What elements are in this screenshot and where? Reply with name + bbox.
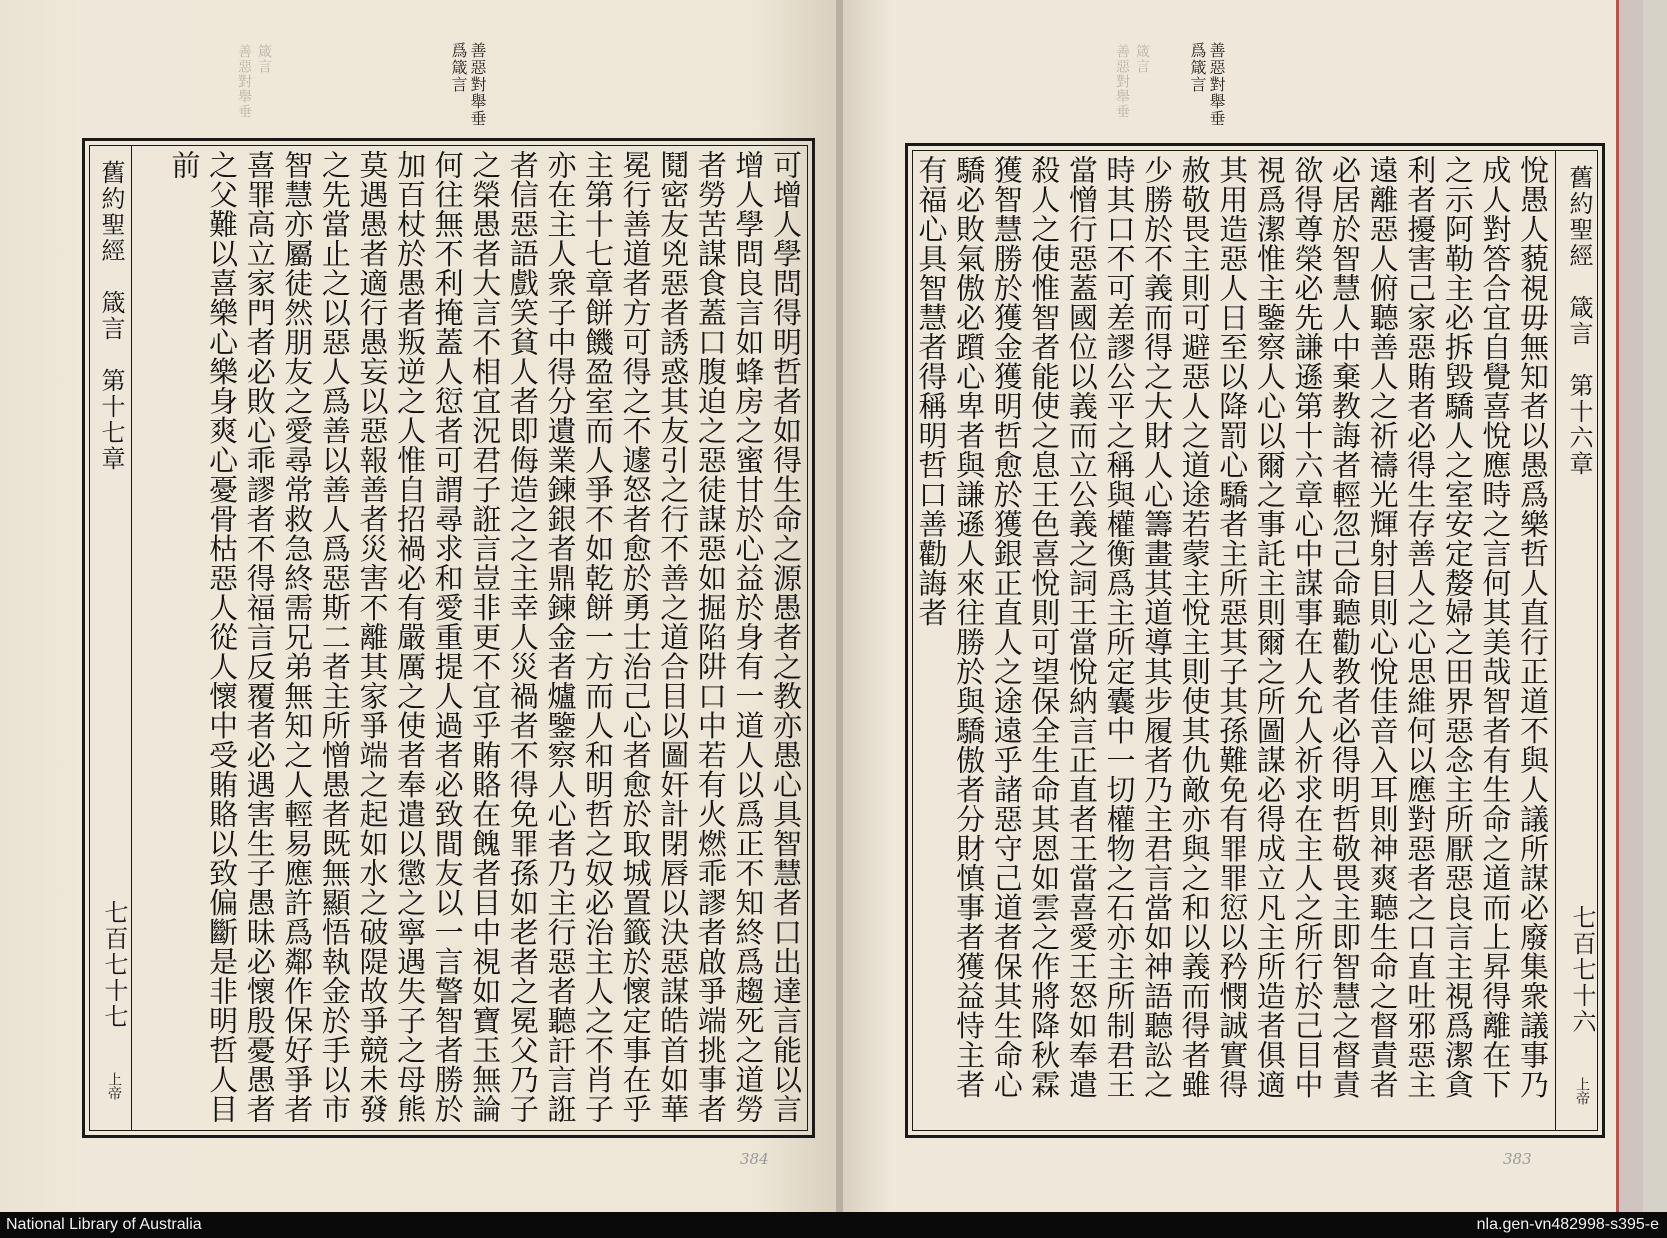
right-page <box>843 0 1643 1212</box>
right-page-mark: 上帝 <box>1574 1077 1590 1105</box>
left-running-head-2: 爲箴言 <box>449 42 468 93</box>
right-page-number: 七百七十六 <box>1568 905 1596 1035</box>
left-book-title: 舊約聖經 箴言 第十七章 <box>97 160 125 472</box>
right-book-title: 舊約聖經 箴言 第十六章 <box>1565 165 1593 477</box>
left-page <box>0 0 840 1212</box>
footer-identifier: nla.gen-vn482998-s395-e <box>1476 1216 1659 1233</box>
right-ghost-text-2: 善惡對舉垂 <box>1114 44 1130 119</box>
right-ghost-text-1: 箴言 <box>1134 44 1150 74</box>
footer-bar <box>0 1212 1667 1238</box>
red-page-edge <box>1616 0 1643 1212</box>
right-side-rule <box>1555 151 1556 1130</box>
left-body-text: 可增人學問得明哲者如得生命之源愚者之教亦愚心具智慧者口出達言能以言增人學問良言如蜂房之蜜甘於心益於身有一道人以爲正不知終爲趨死之道勞者勞苦謀食蓋口腹迫之惡徒謀惡如掘陷阱口中若有火燃乖謬者啟爭端挑事者鬩密友兇惡者誘惑其友引之行不善之道合目以圖奸計閉唇以決惡謀皓首如華冕行善道者方可得之不遽怒者愈於勇士治己心者愈於取城置籤於懷定事在乎主第十七章餅饑盈室而人爭不如乾餅一方而人和明哲之奴必治主人之不肖子亦在主人衆子中得分遺業鍊銀者鼎鍊金者爐鑒察人心者乃主行惡者聽訐言誑者信惡語戲笑貧人者即侮造之之主幸人災禍者不得免罪孫如老者之冕父乃子之榮愚者大言不相宜況君子誑言豈非更不宜乎賄賂在餽者目中視如寶玉無論何往無不利掩蓋人愆者可謂尋求和愛重提人過者必致間友以一言警智者勝於加百杖於愚者叛逆之人惟自招禍必有嚴厲之使者奉遣以懲之寧遇失子之母熊莫遇愚者適行愚妄以惡報善者災害不離其家爭端之起如水之破隄故爭競未發之先當止之以惡人爲善以善人爲惡斯二者主所憎愚者既無顯悟執金於手以市智慧亦屬徒然朋友之愛尋常救急終需兄弟無知之人輕易應許爲鄰作保好爭者喜罪高立家門者必敗心乖謬者不得福言反覆者必遇害生子愚昧必懷殷憂愚者之父難以喜樂心樂身爽心憂骨枯惡人從人懷中受賄賂以致偏斷是非明哲人目前 <box>167 150 803 1124</box>
left-page-mark: 上帝 <box>106 1072 122 1100</box>
left-ghost-text-1: 箴言 <box>256 44 272 74</box>
left-ghost-text-2: 善惡對舉垂 <box>236 44 252 119</box>
right-body-text: 悅愚人藐視毋無知者以愚爲樂哲人直行正道不與人議所謀必廢集衆議事乃成人對答合宜自覺喜悅應時之言何其美哉智者有生命之道而上昇得離在下之示阿勒主必拆毀驕人之室安定嫠婦之田界惡念主所厭惡良言主視爲潔貪利者擾害己家惡賄者必得生存善人之心思維何以應對惡者之口直吐邪惡主遠離惡人俯聽善人之祈禱光輝射目則心悅佳音入耳則神爽聽生命之督責者必居於智慧人中棄教誨者輕忽己命聽勸教者必得明哲敬畏主即智慧之督責欲得尊榮必先謙遜第十六章心中謀事在人允人祈求在主人之所行於己目中視爲潔惟主鑒察人心以爾之事託主則爾之所圖謀必得成立凡主所造者俱適其用造惡人日至以降罰心驕者主所惡其子其孫難免有罪罪愆以矜憫誠實得赦敬畏主則可避惡人之道途若蒙主悅主則使其仇敵亦與之和以義而得者雖少勝於不義而得之大財人心籌畫其道導其步履者乃主君言當如神語聽訟之時其口不可差謬公平之稱與權衡爲主所定囊中一切權物之石亦主所制君王當憎行惡蓋國位以義而立公義之詞王當悅納言正直者王當喜愛王怒如奉遣殺人之使惟智者能使之息王色喜悅則可望保全生命其恩如雲之作將降秋霖獲智慧勝於獲金獲明哲愈於獲銀正直人之途遠乎諸惡守己道者保其生命心驕必敗氣傲必躓心卑者與謙遜人來往勝於與驕傲者分財慎事者獲益恃主者有福心具智慧者得稱明哲口善勸誨者 <box>914 155 1550 1099</box>
left-page-number: 七百七十七 <box>100 900 128 1030</box>
footer-library-name: National Library of Australia <box>6 1216 202 1233</box>
right-running-head-1: 善惡對舉垂 <box>1207 42 1226 127</box>
left-running-head-1: 善惡對舉垂 <box>468 42 487 127</box>
right-running-head-2: 爲箴言 <box>1188 42 1207 93</box>
left-pencil-number: 384 <box>740 1150 769 1168</box>
right-pencil-number: 383 <box>1503 1150 1532 1168</box>
